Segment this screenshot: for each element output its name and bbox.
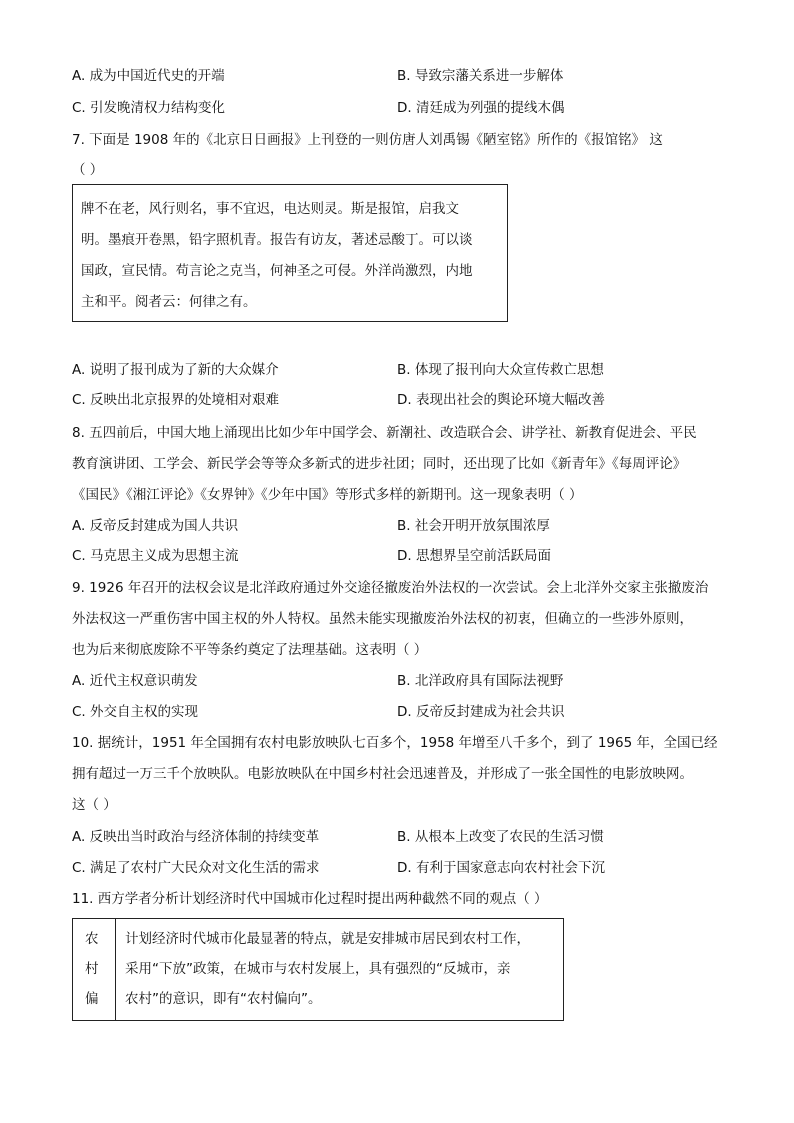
- q8-stem-line-3: 《国民》《湘江评论》《女界钟》《少年中国》等形式多样的新期刊。这一现象表明（ ）: [72, 487, 583, 503]
- q9-stem-line-1: 9. 1926 年召开的法权会议是北洋政府通过外交途径撤废治外法权的一次尝试。会上北洋外交家主张撤废治: [72, 580, 709, 596]
- q10-stem-line-3: 这（ ）: [72, 797, 117, 813]
- q8-option-b[interactable]: B. 社会开明开放氛围浓厚: [397, 518, 550, 534]
- q7-quote-box: [72, 184, 508, 322]
- q10-option-a[interactable]: A. 反映出当时政治与经济体制的持续变革: [72, 829, 320, 845]
- q6-option-b[interactable]: B. 导致宗藩关系进一步解体: [397, 68, 564, 84]
- q7-answer-paren: （ ）: [72, 162, 104, 178]
- q10-option-c[interactable]: C. 满足了农村广大民众对文化生活的需求: [72, 860, 320, 876]
- q9-option-a[interactable]: A. 近代主权意识萌发: [72, 673, 198, 689]
- q10-option-d[interactable]: D. 有利于国家意志向农村社会下沉: [397, 860, 605, 876]
- q7-quote-line: 主和平。阅者云：何律之有。: [81, 294, 257, 310]
- q11-label-char: 偏: [85, 991, 99, 1007]
- q11-label-char: 村: [85, 961, 99, 977]
- q11-text-line: 农村”的意识，即有“农村偏向”。: [125, 991, 322, 1007]
- q8-option-a[interactable]: A. 反帝反封建成为国人共识: [72, 518, 239, 534]
- q7-quote-line: 国政，宣民情。苟言论之克当，何神圣之可侵。外洋尚激烈，内地: [81, 263, 473, 279]
- q8-stem-line-1: 8. 五四前后，中国大地上涌现出比如少年中国学会、新潮社、改造联合会、讲学社、新教育促进会、平民: [72, 425, 697, 441]
- q10-stem-line-2: 拥有超过一万三千个放映队。电影放映队在中国乡村社会迅速普及，并形成了一张全国性的电影放映网。: [72, 766, 693, 782]
- q7-option-b[interactable]: B. 体现了报刊向大众宣传救亡思想: [397, 362, 604, 378]
- q6-option-a[interactable]: A. 成为中国近代史的开端: [72, 68, 225, 84]
- q8-option-c[interactable]: C. 马克思主义成为思想主流: [72, 548, 239, 564]
- q11-label-char: 农: [85, 931, 99, 947]
- q7-option-d[interactable]: D. 表现出社会的舆论环境大幅改善: [397, 392, 605, 408]
- q7-option-a[interactable]: A. 说明了报刊成为了新的大众媒介: [72, 362, 279, 378]
- q8-stem-line-2: 教育演讲团、工学会、新民学会等等众多新式的进步社团；同时，还出现了比如《新青年》《每周评论》: [72, 456, 687, 472]
- q9-stem-line-3: 也为后来彻底废除不平等条约奠定了法理基础。这表明（ ）: [72, 642, 428, 658]
- q6-option-c[interactable]: C. 引发晚清权力结构变化: [72, 100, 226, 116]
- q11-stem: 11. 西方学者分析计划经济时代中国城市化过程时提出两种截然不同的观点（ ）: [72, 891, 548, 907]
- q7-quote-line: 明。墨痕开卷黑，铅字照机青。报告有访友，著述忌酸丁。可以谈: [81, 232, 473, 248]
- q10-option-b[interactable]: B. 从根本上改变了农民的生活习惯: [397, 829, 604, 845]
- q9-option-d[interactable]: D. 反帝反封建成为社会共识: [397, 704, 565, 720]
- q7-stem: 7. 下面是 1908 年的《北京日日画报》上刊登的一则仿唐人刘禹锡《陋室铭》所作的《报馆铭》 这: [72, 132, 663, 148]
- q6-option-d[interactable]: D. 清廷成为列强的提线木偶: [397, 100, 565, 116]
- q7-quote-line: 牌不在老，风行则名，事不宜迟，电达则灵。斯是报馆，启我文: [81, 201, 459, 217]
- q9-option-c[interactable]: C. 外交自主权的实现: [72, 704, 199, 720]
- q7-option-c[interactable]: C. 反映出北京报界的处境相对艰难: [72, 392, 280, 408]
- q11-viewpoint-table: [72, 918, 564, 1021]
- q10-stem-line-1: 10. 据统计，1951 年全国拥有农村电影放映队七百多个，1958 年增至八千多个，到了 1965 年，全国已经: [72, 735, 718, 751]
- q9-stem-line-2: 外法权这一严重伤害中国主权的外人特权。虽然未能实现撤废治外法权的初衷，但确立的一些涉外原则，: [72, 611, 693, 627]
- q9-option-b[interactable]: B. 北洋政府具有国际法视野: [397, 673, 564, 689]
- table-divider: [115, 919, 116, 1020]
- q11-text-line: 计划经济时代城市化最显著的特点，就是安排城市居民到农村工作，: [125, 931, 530, 947]
- q11-text-line: 采用“下放”政策，在城市与农村发展上，具有强烈的“反城市，亲: [125, 961, 511, 977]
- q8-option-d[interactable]: D. 思想界呈空前活跃局面: [397, 548, 551, 564]
